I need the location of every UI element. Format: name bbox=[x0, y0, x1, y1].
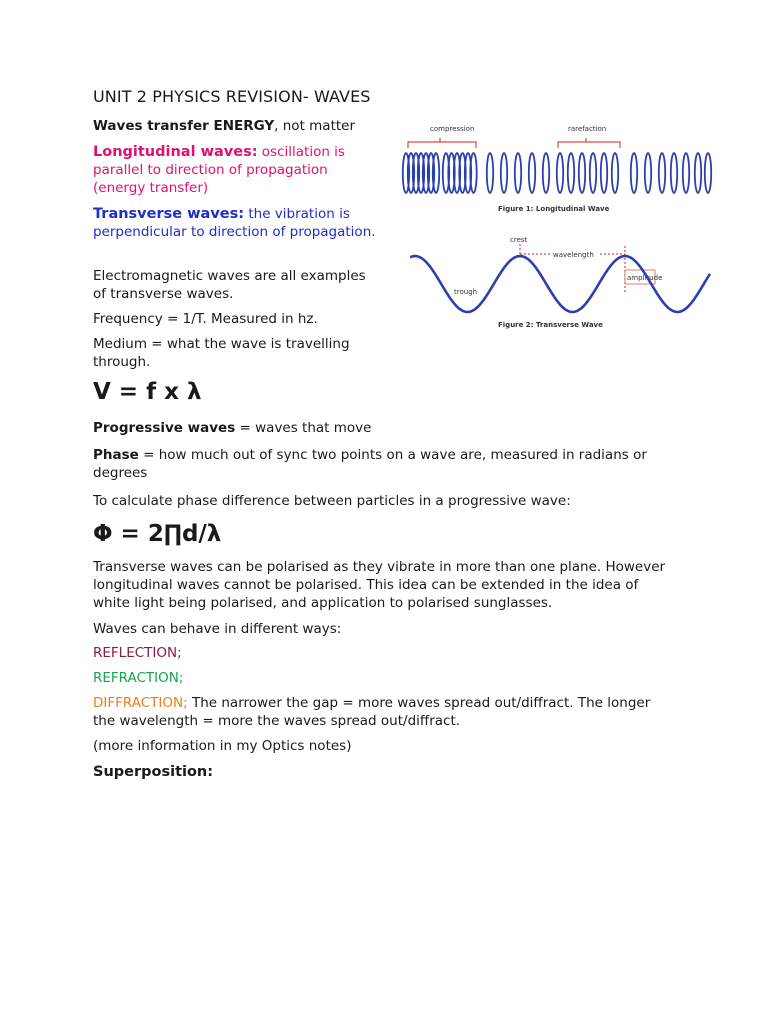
longitudinal-text: oscillation is parallel to direction of propagation (energy transfer) bbox=[93, 144, 345, 196]
progressive-definition bbox=[93, 419, 673, 437]
phase-text: = how much out of sync two points on a wave are, measured in radians or degrees bbox=[93, 447, 647, 481]
coil-ring bbox=[501, 153, 507, 193]
frequency-note: Frequency = 1/T. Measured in hz. bbox=[93, 311, 318, 327]
coil-ring bbox=[601, 153, 607, 193]
phase-term: Phase bbox=[93, 447, 139, 463]
em-note: Electromagnetic waves are all examples of transverse waves. bbox=[93, 268, 366, 302]
coil-ring bbox=[695, 153, 701, 193]
coil-ring bbox=[557, 153, 563, 193]
page-title: UNIT 2 PHYSICS REVISION- WAVES bbox=[93, 87, 371, 106]
diffraction-text: The narrower the gap = more waves spread out/diffract. The longer the wavelength = more the waves spread out/diffract. bbox=[93, 695, 651, 729]
amplitude-label: amplitude bbox=[627, 274, 663, 282]
coil-ring bbox=[705, 153, 711, 193]
longitudinal-definition bbox=[93, 143, 378, 197]
transverse-wave-figure bbox=[410, 232, 720, 334]
figure1-caption: Figure 1: Longitudinal Wave bbox=[498, 205, 610, 213]
coil-ring bbox=[515, 153, 521, 193]
coil-ring bbox=[645, 153, 651, 193]
coil-ring bbox=[590, 153, 596, 193]
diffraction-label: DIFFRACTION; bbox=[93, 695, 188, 711]
superposition-heading: Superposition: bbox=[93, 764, 214, 780]
compression-label: compression bbox=[430, 125, 475, 133]
longitudinal-wave-figure bbox=[398, 118, 718, 218]
longitudinal-term: Longitudinal waves: bbox=[93, 144, 258, 160]
coil-ring bbox=[529, 153, 535, 193]
behave-intro: Waves can behave in different ways: bbox=[93, 621, 342, 637]
coil-ring bbox=[487, 153, 493, 193]
diffraction-paragraph bbox=[93, 694, 668, 730]
transverse-term: Transverse waves: bbox=[93, 206, 245, 222]
coil-ring bbox=[631, 153, 637, 193]
reflection-label: REFLECTION; bbox=[93, 645, 182, 661]
progressive-term: Progressive waves bbox=[93, 420, 236, 436]
progressive-text: = waves that move bbox=[235, 420, 372, 436]
transverse-definition bbox=[93, 205, 378, 241]
refraction-label: REFRACTION; bbox=[93, 670, 184, 686]
transverse-text: the vibration is perpendicular to direction of propagation. bbox=[93, 206, 376, 240]
phase-calc-intro: To calculate phase difference between particles in a progressive wave: bbox=[93, 493, 571, 509]
phase-definition bbox=[93, 446, 673, 482]
polarisation-paragraph: Transverse waves can be polarised as they vibrate in more than one plane. However longitudinal waves cannot be polarised. This idea can be extended in the idea of white light being polarised, and application to polarised sunglasses. bbox=[93, 559, 666, 611]
coil-ring bbox=[579, 153, 585, 193]
wave-equation: V = f x λ bbox=[93, 379, 202, 405]
coil-ring bbox=[659, 153, 665, 193]
trough-label: trough bbox=[454, 288, 478, 296]
intro-suffix: , not matter bbox=[274, 118, 356, 134]
coil-ring bbox=[683, 153, 689, 193]
coil-ring bbox=[568, 153, 574, 193]
intro-energy: ENERGY bbox=[213, 118, 275, 134]
crest-label: crest bbox=[510, 236, 528, 244]
compression-bracket bbox=[408, 138, 476, 148]
transverse-wave-curve bbox=[410, 256, 710, 312]
coil-ring bbox=[543, 153, 549, 193]
intro-line bbox=[93, 117, 378, 135]
figure2-caption: Figure 2: Transverse Wave bbox=[498, 321, 603, 329]
coil-ring bbox=[612, 153, 618, 193]
rarefaction-bracket bbox=[558, 138, 620, 148]
intro-prefix: Waves transfer bbox=[93, 118, 214, 134]
phase-equation: Φ = 2∏d/λ bbox=[93, 521, 222, 547]
longitudinal-coils bbox=[403, 153, 711, 193]
rarefaction-label: rarefaction bbox=[568, 125, 607, 133]
optics-note: (more information in my Optics notes) bbox=[93, 738, 352, 754]
medium-note: Medium = what the wave is travelling through. bbox=[93, 336, 350, 370]
wavelength-label: wavelength bbox=[553, 251, 594, 259]
coil-ring bbox=[671, 153, 677, 193]
